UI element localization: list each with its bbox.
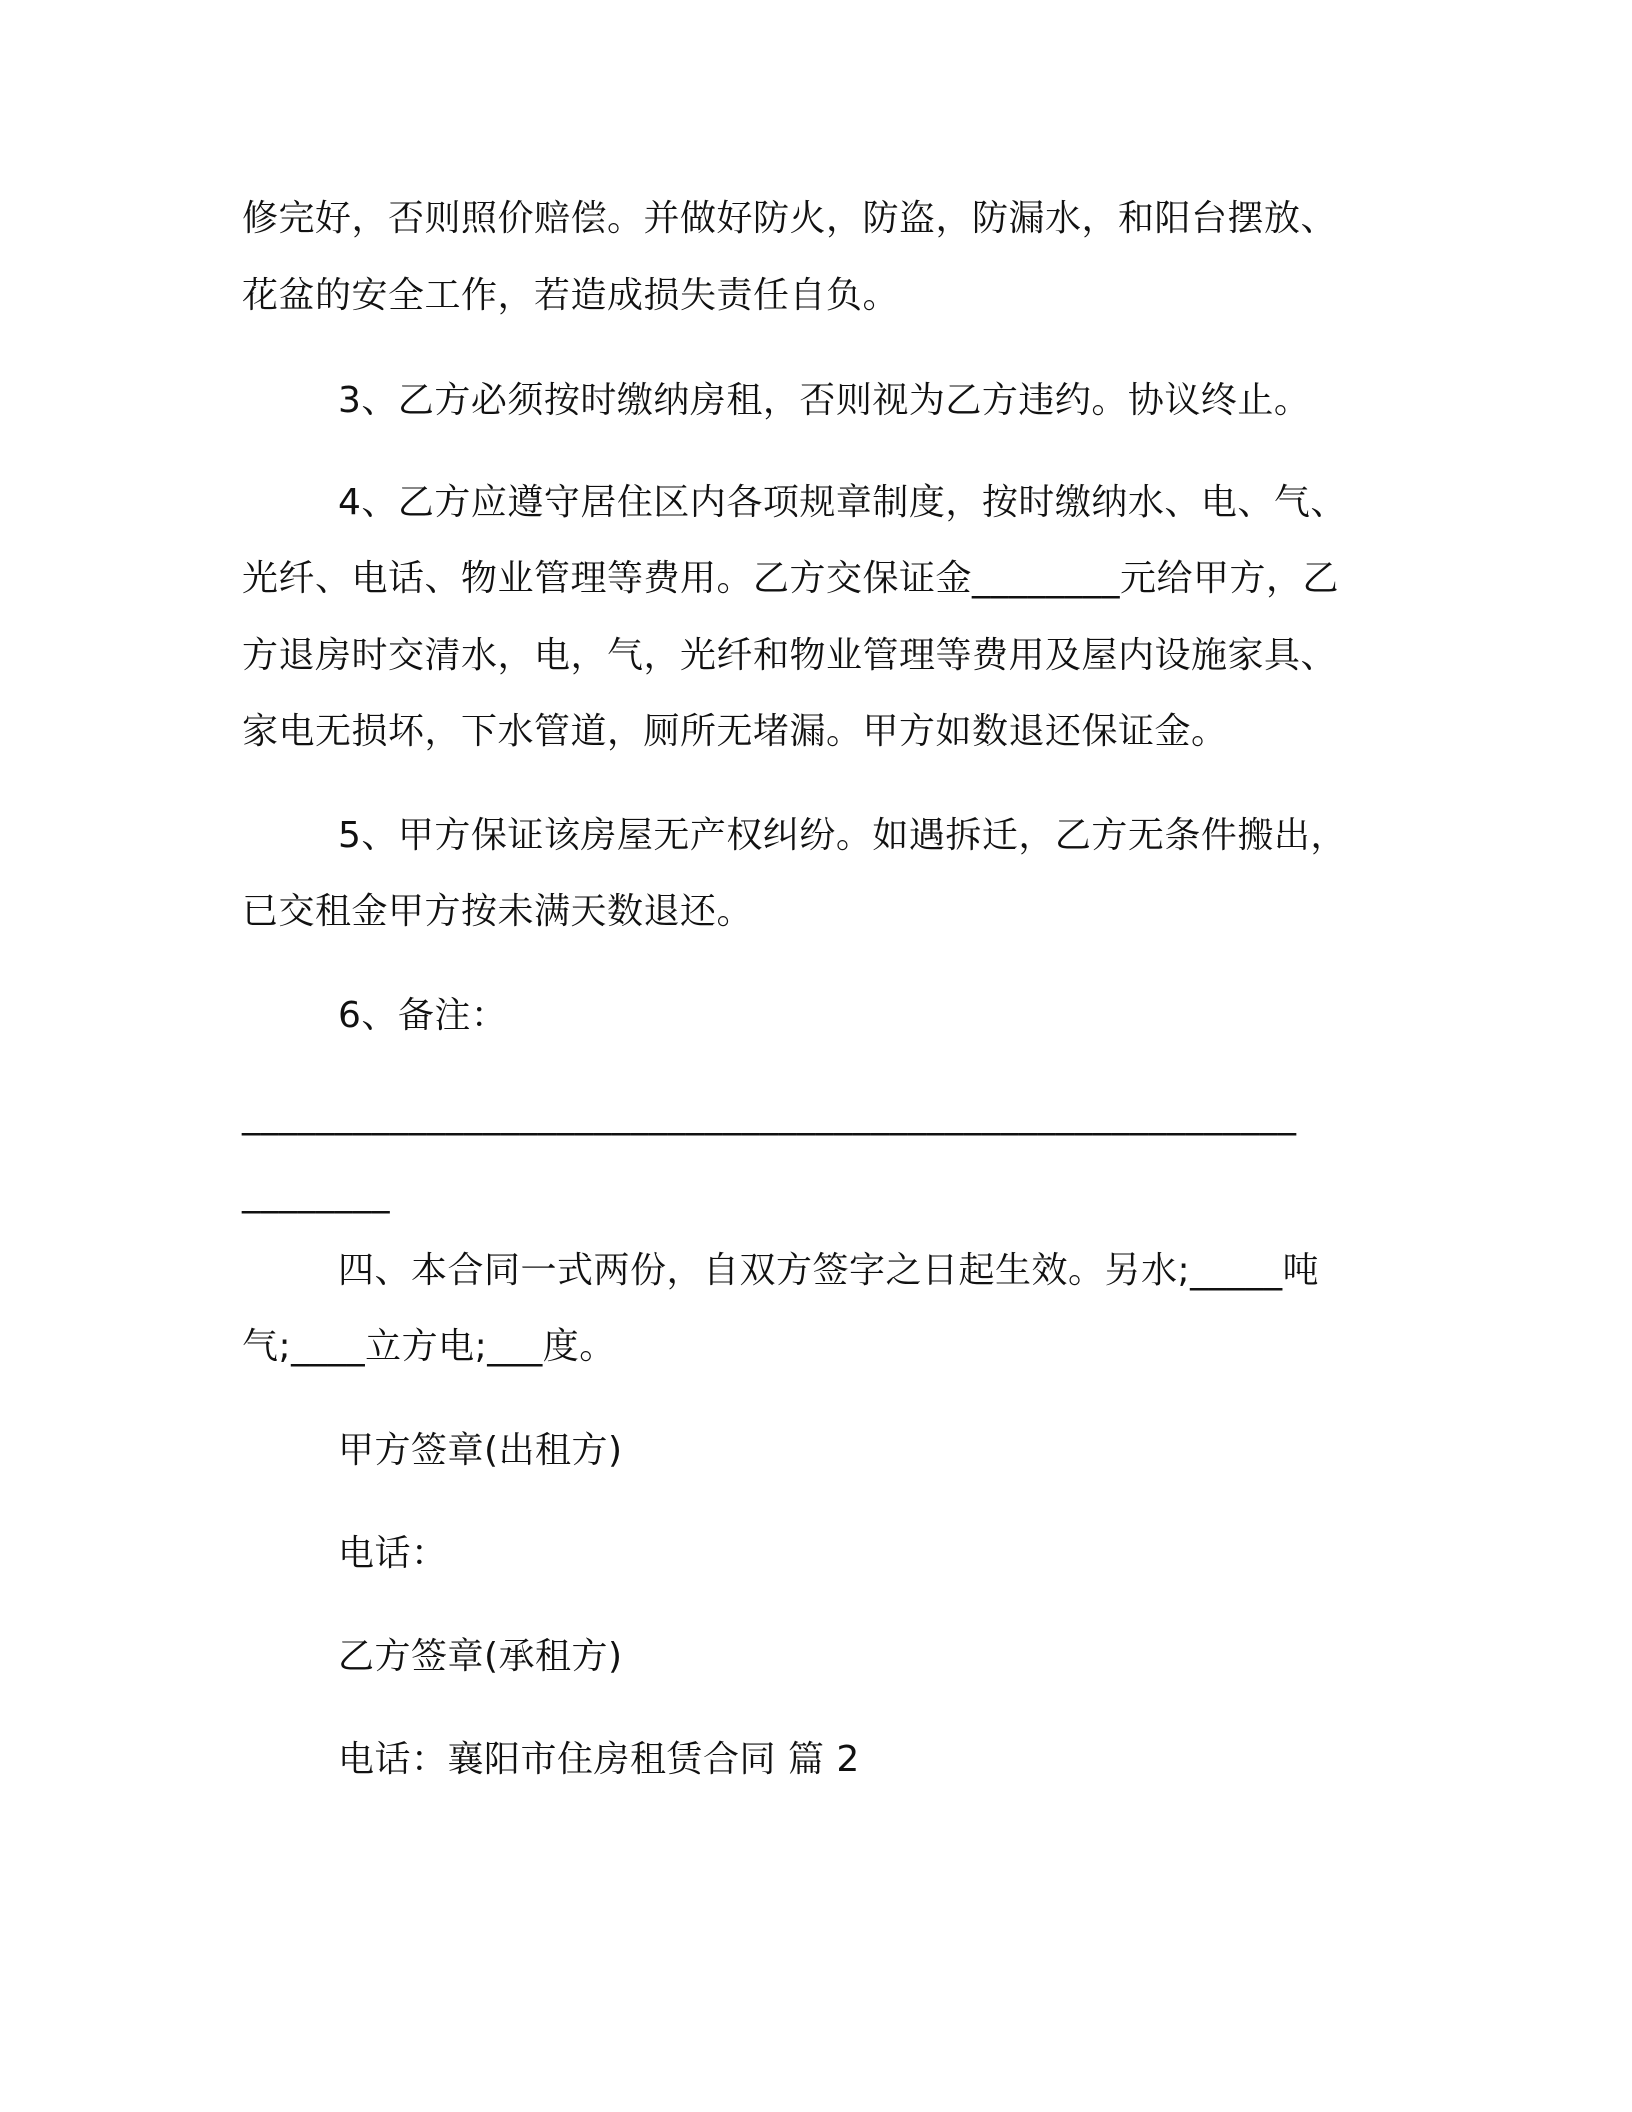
text-line: 家电无损坏，下水管道，厕所无堵漏。甲方如数退还保证金。 (242, 711, 1228, 752)
clause-4: 4、乙方应遵守居住区内各项规章制度，按时缴纳水、电、气、 (338, 482, 1347, 523)
text-line: 光纤、电话、物业管理等费用。乙方交保证金________元给甲方，乙 (242, 558, 1340, 599)
section-4: 四、本合同一式两份，自双方签字之日起生效。另水;_____吨 (338, 1250, 1320, 1291)
remarks-blank-line: ________ (242, 1173, 390, 1214)
clause-5: 5、甲方保证该房屋无产权纠纷。如遇拆迁，乙方无条件搬出， (338, 815, 1347, 856)
text-line: 已交租金甲方按未满天数退还。 (242, 891, 754, 932)
text-line: 方退房时交清水，电，气，光纤和物业管理等费用及屋内设施家具、 (242, 635, 1338, 676)
party-b-signature: 乙方签章(承租方) (338, 1636, 623, 1677)
text-line: 气;____立方电;___度。 (242, 1326, 616, 1367)
remarks-blank-line: _________________________________________________________ (242, 1095, 1297, 1136)
text-line: 修完好，否则照价赔偿。并做好防火，防盗，防漏水，和阳台摆放、 (242, 198, 1338, 239)
text-line: 花盆的安全工作，若造成损失责任自负。 (242, 275, 900, 316)
clause-6-remarks: 6、备注： (338, 995, 508, 1036)
clause-3: 3、乙方必须按时缴纳房租，否则视为乙方违约。协议终止。 (338, 380, 1311, 421)
party-b-phone: 电话：襄阳市住房租赁合同 篇 2 (338, 1739, 860, 1780)
party-a-signature: 甲方签章(出租方) (338, 1430, 623, 1471)
party-a-phone: 电话： (338, 1533, 448, 1574)
